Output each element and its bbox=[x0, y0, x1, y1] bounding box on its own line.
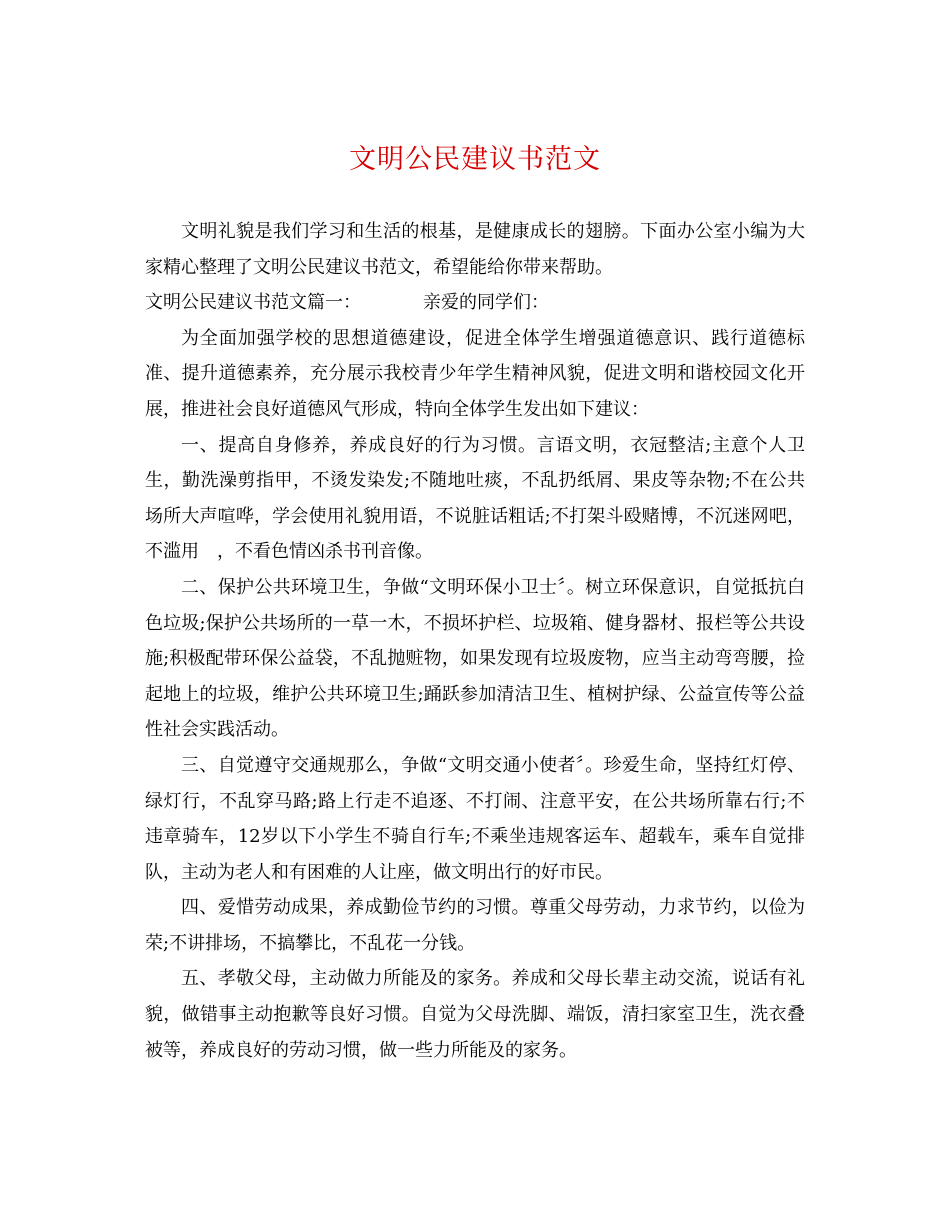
suggestion-5-paragraph: 五、孝敬父母，主动做力所能及的家务。养成和父母长辈主动交流，说话有礼貌，做错事主动抱歉等良好习惯。自觉为父母洗脚、端饭，清扫家室卫生，洗衣叠被等，养成良好的劳动习惯，做一些力所能及的家务。 bbox=[145, 968, 805, 1061]
suggestion-1-paragraph: 一、提高自身修养，养成良好的行为习惯。言语文明，衣冠整洁;主意个人卫生，勤洗澡剪指甲，不烫发染发;不随地吐痰，不乱扔纸屑、果皮等杂物;不在公共场所大声喧哗，学会使用礼貌用语，不说脏话粗话;不打架斗殴赌博，不沉迷网吧，不滥用 ，不看色情凶杀书刊音像。 bbox=[145, 434, 805, 563]
document-title: 文明公民建议书范文 bbox=[349, 144, 601, 175]
section-heading-line bbox=[145, 285, 805, 321]
purpose-paragraph: 为全面加强学校的思想道德建设，促进全体学生增强道德意识、践行道德标准、提升道德素养，充分展示我校青少年学生精神风貌，促进文明和谐校园文化开展，推进社会良好道德风气形成，特向全体学生发出如下建议： bbox=[145, 327, 805, 420]
suggestion-2-paragraph: 二、保护公共环境卫生，争做“文明环保小卫士〞。树立环保意识，自觉抵抗白色垃圾;保护公共场所的一草一木，不损坏护栏、垃圾箱、健身器材、报栏等公共设施;积极配带环保公益袋，不乱抛赃物，如果发现有垃圾废物，应当主动弯弯腰，捡起地上的垃圾，维护公共环境卫生;踊跃参加清洁卫生、植树护绿、公益宣传等公益性社会实践活动。 bbox=[145, 576, 805, 741]
suggestion-4-paragraph: 四、爱惜劳动成果，养成勤俭节约的习惯。尊重父母劳动，力求节约，以俭为荣;不讲排场，不搞攀比，不乱花一分钱。 bbox=[145, 897, 805, 954]
suggestion-3-paragraph: 三、自觉遵守交通规那么，争做“文明交通小使者〞。珍爱生命，坚持红灯停、绿灯行，不乱穿马路;路上行走不追逐、不打闹、注意平安，在公共场所靠右行;不违章骑车，12岁以下小学生不骑自行车;不乘坐违规客运车、超载车，乘车自觉排队，主动为老人和有困难的人让座，做文明出行的好市民。 bbox=[145, 754, 805, 883]
intro-paragraph: 文明礼貌是我们学习和生活的根基，是健康成长的翅膀。下面办公室小编为大家精心整理了文明公民建议书范文，希望能给你带来帮助。 bbox=[145, 221, 805, 278]
salutation: 亲爱的同学们： bbox=[423, 292, 549, 314]
document-body bbox=[145, 214, 805, 1068]
section-heading: 文明公民建议书范文篇一： bbox=[145, 292, 361, 314]
